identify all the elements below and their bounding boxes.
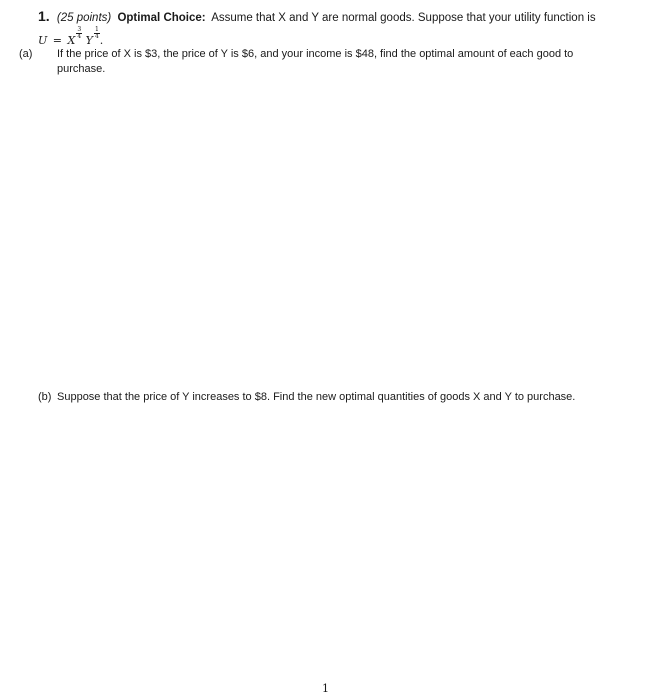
formula-x-var: X <box>67 34 76 47</box>
question-header <box>38 8 618 49</box>
x-exponent-numerator: 3 <box>77 26 82 33</box>
question-number: 1. <box>38 8 50 24</box>
part-a <box>19 47 623 77</box>
formula-x-exponent <box>76 27 82 40</box>
part-b-text: Suppose that the price of Y increases to $8. Find the new optimal quantities of goods X and Y to purchase. <box>57 391 576 403</box>
question-title: Optimal Choice: <box>117 12 206 24</box>
utility-formula <box>38 27 618 49</box>
formula-end: . <box>99 34 104 47</box>
part-a-body <box>19 47 623 77</box>
question-points: (25 points) <box>56 12 112 24</box>
formula-equals: = <box>52 34 62 47</box>
x-exponent-denominator: 4 <box>77 33 82 40</box>
page-number: 1 <box>322 682 329 695</box>
formula-lhs: U <box>38 34 48 47</box>
part-a-text: If the price of X is $3, the price of Y is $6, and your income is $48, find the optimal amount of each good to purchase. <box>57 48 574 75</box>
part-b <box>38 390 623 405</box>
y-exponent-numerator: 1 <box>94 26 99 33</box>
formula-y-var: Y <box>85 34 93 47</box>
question-intro: Assume that X and Y are normal goods. Suppose that your utility function is <box>211 12 596 24</box>
part-a-label: (a) <box>19 48 33 60</box>
part-b-label: (b) <box>38 391 52 403</box>
y-exponent-denominator: 4 <box>94 33 99 40</box>
